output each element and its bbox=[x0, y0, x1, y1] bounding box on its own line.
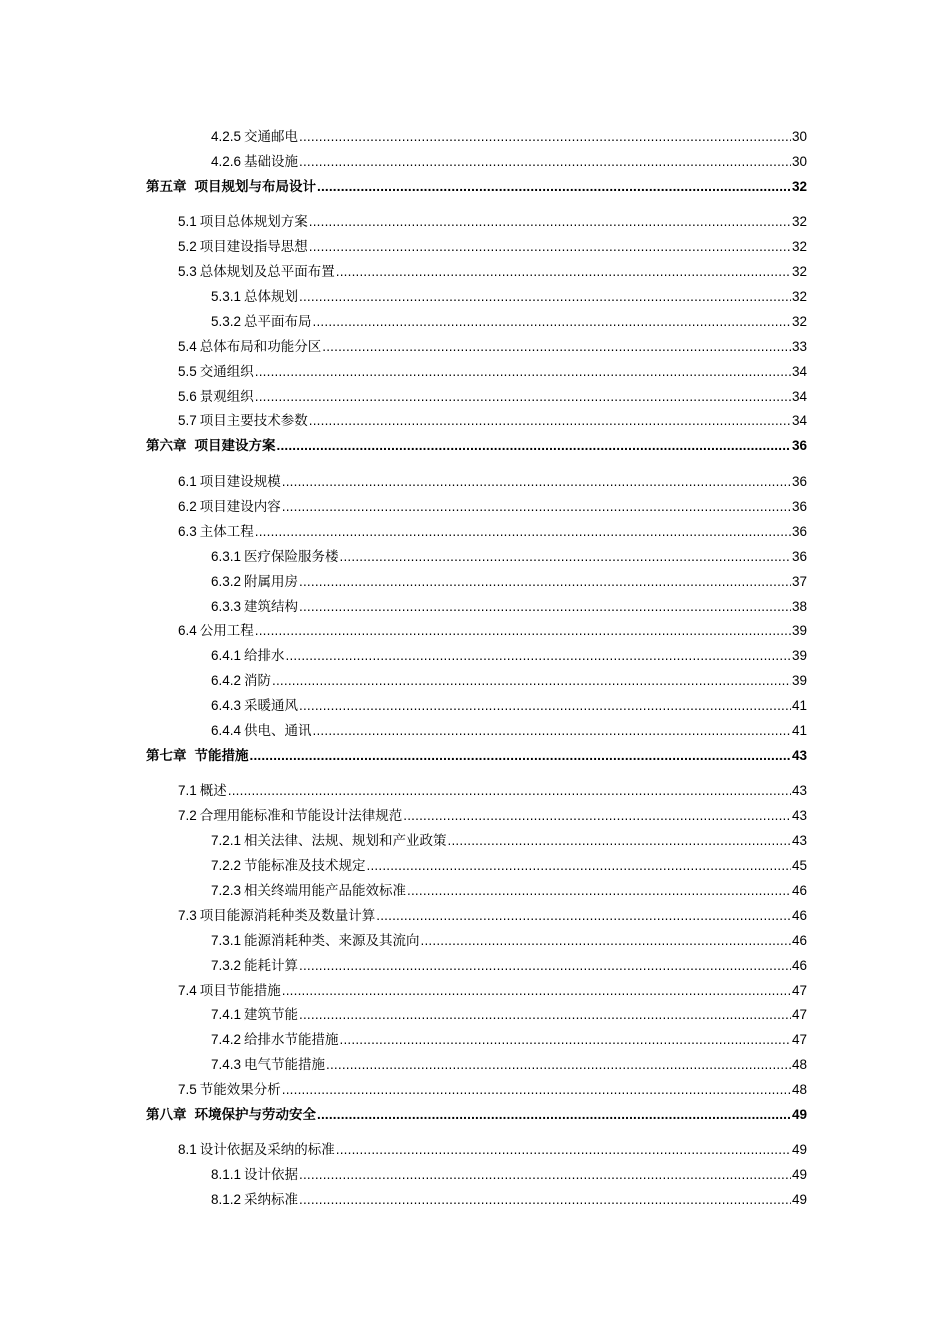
toc-leader-dots bbox=[299, 151, 791, 173]
toc-chapter-entry[interactable] bbox=[146, 176, 807, 198]
toc-title: 总体规划 bbox=[244, 289, 299, 305]
toc-title: 环境保护与劳动安全 bbox=[194, 1107, 316, 1123]
toc-page-number: 32 bbox=[791, 314, 807, 329]
toc-entry[interactable] bbox=[211, 645, 807, 667]
toc-page-number: 30 bbox=[791, 154, 807, 169]
toc-number: 6.3.2 bbox=[211, 574, 242, 589]
toc-entry[interactable] bbox=[178, 1079, 807, 1101]
toc-page-number: 39 bbox=[791, 673, 807, 688]
toc-page-number: 41 bbox=[791, 723, 807, 738]
toc-title: 交通邮电 bbox=[244, 129, 299, 145]
toc-number: 7.4 bbox=[178, 983, 197, 998]
toc-leader-dots bbox=[299, 126, 791, 148]
toc-title: 交通组织 bbox=[199, 364, 254, 380]
toc-title: 节能效果分析 bbox=[199, 1082, 281, 1098]
toc-number: 7.5 bbox=[178, 1082, 197, 1097]
toc-leader-dots bbox=[322, 336, 791, 358]
toc-entry[interactable] bbox=[178, 620, 807, 642]
toc-title: 景观组织 bbox=[199, 389, 254, 405]
toc-number: 7.1 bbox=[178, 783, 197, 798]
toc-page-number: 38 bbox=[791, 599, 807, 614]
toc-leader-dots bbox=[282, 1079, 791, 1101]
toc-number: 5.3.2 bbox=[211, 314, 242, 329]
toc-page-number: 49 bbox=[791, 1192, 807, 1207]
toc-number: 6.3.1 bbox=[211, 549, 242, 564]
toc-number: 6.2 bbox=[178, 499, 197, 514]
toc-entry[interactable] bbox=[178, 386, 807, 408]
toc-page-number: 43 bbox=[791, 783, 807, 798]
toc-entry[interactable] bbox=[211, 880, 807, 902]
toc-number: 5.1 bbox=[178, 214, 197, 229]
toc-title: 主体工程 bbox=[199, 524, 254, 540]
toc-number: 7.3.2 bbox=[211, 958, 242, 973]
toc-entry[interactable] bbox=[211, 830, 807, 852]
toc-entry[interactable] bbox=[178, 1139, 807, 1161]
toc-title: 节能标准及技术规定 bbox=[244, 858, 366, 874]
toc-title: 给排水 bbox=[244, 648, 285, 664]
toc-number: 6.4 bbox=[178, 623, 197, 638]
toc-title: 附属用房 bbox=[244, 574, 299, 590]
toc-entry[interactable] bbox=[178, 211, 807, 233]
toc-leader-dots bbox=[299, 695, 791, 717]
toc-page-number: 48 bbox=[791, 1057, 807, 1072]
toc-entry[interactable] bbox=[178, 980, 807, 1002]
toc-title: 项目能源消耗种类及数量计算 bbox=[199, 908, 376, 924]
toc-page-number: 43 bbox=[791, 808, 807, 823]
toc-leader-dots bbox=[403, 805, 791, 827]
toc-page-number: 32 bbox=[791, 214, 807, 229]
toc-number: 5.3 bbox=[178, 264, 197, 279]
toc-page-number: 49 bbox=[791, 1107, 807, 1122]
toc-number: 5.5 bbox=[178, 364, 197, 379]
toc-leader-dots bbox=[282, 471, 791, 493]
toc-number: 8.1.1 bbox=[211, 1167, 242, 1182]
toc-entry[interactable] bbox=[211, 670, 807, 692]
toc-page-number: 32 bbox=[791, 264, 807, 279]
toc-chapter-number: 第五章 bbox=[146, 179, 187, 194]
toc-title: 公用工程 bbox=[199, 623, 254, 639]
toc-page-number: 47 bbox=[791, 1032, 807, 1047]
toc-number: 7.4.1 bbox=[211, 1007, 242, 1022]
toc-page-number: 34 bbox=[791, 364, 807, 379]
toc-page-number: 34 bbox=[791, 389, 807, 404]
toc-leader-dots bbox=[255, 386, 791, 408]
toc-leader-dots bbox=[367, 855, 791, 877]
toc-number: 5.7 bbox=[178, 413, 197, 428]
toc-leader-dots bbox=[376, 905, 791, 927]
toc-chapter-entry[interactable] bbox=[146, 1104, 807, 1126]
toc-number: 7.4.3 bbox=[211, 1057, 242, 1072]
toc-title: 项目建设规模 bbox=[199, 474, 281, 490]
toc-leader-dots bbox=[299, 286, 791, 308]
toc-leader-dots bbox=[282, 980, 791, 1002]
toc-title: 总平面布局 bbox=[244, 314, 312, 330]
toc-page-number: 32 bbox=[791, 239, 807, 254]
toc-leader-dots bbox=[299, 1004, 791, 1026]
toc-leader-dots bbox=[448, 830, 791, 852]
toc-title: 基础设施 bbox=[244, 154, 299, 170]
toc-number: 4.2.5 bbox=[211, 129, 242, 144]
toc-title: 消防 bbox=[244, 673, 272, 689]
toc-entry[interactable] bbox=[211, 855, 807, 877]
toc-title: 概述 bbox=[199, 783, 227, 799]
toc-leader-dots bbox=[421, 930, 791, 952]
toc-title: 项目节能措施 bbox=[199, 983, 281, 999]
toc-entry[interactable] bbox=[178, 805, 807, 827]
toc-chapter-entry[interactable] bbox=[146, 745, 807, 767]
toc-page-number: 36 bbox=[791, 549, 807, 564]
toc-leader-dots bbox=[272, 670, 791, 692]
toc-page-number: 32 bbox=[791, 289, 807, 304]
toc-number: 6.1 bbox=[178, 474, 197, 489]
toc-leader-dots bbox=[282, 496, 791, 518]
toc-page-number: 43 bbox=[791, 748, 807, 763]
toc-page-number: 36 bbox=[791, 438, 807, 453]
toc-entry[interactable] bbox=[211, 1189, 807, 1211]
toc-number: 7.2.2 bbox=[211, 858, 242, 873]
toc-page-number: 36 bbox=[791, 474, 807, 489]
toc-entry[interactable] bbox=[211, 1164, 807, 1186]
toc-entry[interactable] bbox=[178, 261, 807, 283]
toc-entry[interactable] bbox=[211, 720, 807, 742]
toc-leader-dots bbox=[336, 1139, 791, 1161]
toc-page-number: 41 bbox=[791, 698, 807, 713]
toc-leader-dots bbox=[407, 880, 791, 902]
toc-entry[interactable] bbox=[211, 286, 807, 308]
toc-leader-dots bbox=[250, 745, 791, 767]
toc-entry[interactable] bbox=[211, 571, 807, 593]
toc-title: 建筑结构 bbox=[244, 599, 299, 615]
toc-title: 采暖通风 bbox=[244, 698, 299, 714]
toc-page-number: 47 bbox=[791, 983, 807, 998]
toc-chapter-number: 第七章 bbox=[146, 748, 187, 763]
toc-title: 相关终端用能产品能效标准 bbox=[244, 883, 407, 899]
toc-chapter-number: 第八章 bbox=[146, 1107, 187, 1122]
toc-leader-dots bbox=[309, 410, 791, 432]
toc-title: 设计依据及采纳的标准 bbox=[199, 1142, 335, 1158]
toc-page-number: 49 bbox=[791, 1142, 807, 1157]
toc-entry[interactable] bbox=[211, 1029, 807, 1051]
toc-title: 供电、通讯 bbox=[244, 723, 312, 739]
toc-number: 7.3.1 bbox=[211, 933, 242, 948]
toc-leader-dots bbox=[299, 1189, 791, 1211]
toc-leader-dots bbox=[309, 236, 791, 258]
toc-page-number: 43 bbox=[791, 833, 807, 848]
toc-leader-dots bbox=[340, 546, 791, 568]
toc-page-number: 46 bbox=[791, 883, 807, 898]
toc-leader-dots bbox=[326, 1054, 791, 1076]
toc-title: 给排水节能措施 bbox=[244, 1032, 339, 1048]
toc-entry[interactable] bbox=[211, 955, 807, 977]
toc-number: 7.2.3 bbox=[211, 883, 242, 898]
toc-leader-dots bbox=[340, 1029, 791, 1051]
toc-number: 6.3 bbox=[178, 524, 197, 539]
toc-entry[interactable] bbox=[178, 521, 807, 543]
toc-title: 总体布局和功能分区 bbox=[199, 339, 322, 355]
toc-leader-dots bbox=[299, 1164, 791, 1186]
toc-number: 7.3 bbox=[178, 908, 197, 923]
toc-number: 8.1.2 bbox=[211, 1192, 242, 1207]
toc-leader-dots bbox=[317, 176, 791, 198]
toc-title: 相关法律、法规、规划和产业政策 bbox=[244, 833, 447, 849]
toc-leader-dots bbox=[286, 645, 791, 667]
toc-title: 项目建设内容 bbox=[199, 499, 281, 515]
toc-page-number: 37 bbox=[791, 574, 807, 589]
toc-entry[interactable] bbox=[211, 596, 807, 618]
toc-entry[interactable] bbox=[211, 1054, 807, 1076]
toc-page-number: 33 bbox=[791, 339, 807, 354]
toc-number: 6.3.3 bbox=[211, 599, 242, 614]
toc-leader-dots bbox=[336, 261, 791, 283]
toc-number: 5.4 bbox=[178, 339, 197, 354]
toc-leader-dots bbox=[317, 1104, 791, 1126]
toc-chapter-number: 第六章 bbox=[146, 438, 187, 453]
toc-leader-dots bbox=[309, 211, 791, 233]
toc-title: 设计依据 bbox=[244, 1167, 299, 1183]
toc-entry[interactable] bbox=[178, 361, 807, 383]
toc-chapter-entry[interactable] bbox=[146, 435, 807, 457]
toc-leader-dots bbox=[255, 620, 791, 642]
toc-page-number: 36 bbox=[791, 524, 807, 539]
toc-entry[interactable] bbox=[211, 126, 807, 148]
toc-leader-dots bbox=[299, 955, 791, 977]
toc-page-number: 45 bbox=[791, 858, 807, 873]
toc-title: 项目总体规划方案 bbox=[199, 214, 308, 230]
toc-number: 5.6 bbox=[178, 389, 197, 404]
toc-entry[interactable] bbox=[211, 546, 807, 568]
toc-entry[interactable] bbox=[178, 336, 807, 358]
toc-entry[interactable] bbox=[211, 151, 807, 173]
toc-entry[interactable] bbox=[178, 410, 807, 432]
toc-leader-dots bbox=[228, 780, 791, 802]
toc-title: 能源消耗种类、来源及其流向 bbox=[244, 933, 420, 949]
toc-page-number: 46 bbox=[791, 958, 807, 973]
toc-entry[interactable] bbox=[211, 1004, 807, 1026]
toc-page-number: 48 bbox=[791, 1082, 807, 1097]
toc-entry[interactable] bbox=[178, 496, 807, 518]
toc-title: 采纳标准 bbox=[244, 1192, 299, 1208]
toc-page-number: 30 bbox=[791, 129, 807, 144]
toc-leader-dots bbox=[313, 720, 791, 742]
toc-entry[interactable] bbox=[211, 930, 807, 952]
toc-title: 节能措施 bbox=[194, 748, 249, 764]
toc-leader-dots bbox=[313, 311, 791, 333]
toc-leader-dots bbox=[299, 571, 791, 593]
toc-entry[interactable] bbox=[211, 311, 807, 333]
toc-number: 7.2 bbox=[178, 808, 197, 823]
toc-title: 医疗保险服务楼 bbox=[244, 549, 339, 565]
toc-page-number: 47 bbox=[791, 1007, 807, 1022]
toc-title: 合理用能标准和节能设计法律规范 bbox=[199, 808, 403, 824]
toc-entry[interactable] bbox=[211, 695, 807, 717]
toc-leader-dots bbox=[277, 435, 791, 457]
toc-number: 4.2.6 bbox=[211, 154, 242, 169]
toc-title: 总体规划及总平面布置 bbox=[199, 264, 335, 280]
toc-page-number: 46 bbox=[791, 933, 807, 948]
toc-leader-dots bbox=[299, 596, 791, 618]
toc-page-number: 46 bbox=[791, 908, 807, 923]
toc-page-number: 49 bbox=[791, 1167, 807, 1182]
toc-number: 5.2 bbox=[178, 239, 197, 254]
toc-entry[interactable] bbox=[178, 236, 807, 258]
toc-number: 7.2.1 bbox=[211, 833, 242, 848]
toc-title: 能耗计算 bbox=[244, 958, 299, 974]
toc-title: 项目建设方案 bbox=[194, 438, 276, 454]
toc-title: 项目规划与布局设计 bbox=[194, 179, 316, 195]
toc-page-number: 34 bbox=[791, 413, 807, 428]
toc-page-number: 32 bbox=[791, 179, 807, 194]
toc-leader-dots bbox=[255, 361, 791, 383]
toc-entry[interactable] bbox=[178, 780, 807, 802]
toc-page-number: 39 bbox=[791, 623, 807, 638]
toc-number: 6.4.1 bbox=[211, 648, 242, 663]
toc-title: 项目主要技术参数 bbox=[199, 413, 308, 429]
toc-number: 5.3.1 bbox=[211, 289, 242, 304]
toc-page-number: 39 bbox=[791, 648, 807, 663]
toc-number: 8.1 bbox=[178, 1142, 197, 1157]
toc-title: 建筑节能 bbox=[244, 1007, 299, 1023]
toc-number: 6.4.4 bbox=[211, 723, 242, 738]
toc-number: 6.4.3 bbox=[211, 698, 242, 713]
toc-title: 电气节能措施 bbox=[244, 1057, 326, 1073]
toc-number: 6.4.2 bbox=[211, 673, 242, 688]
toc-leader-dots bbox=[255, 521, 791, 543]
toc-number: 7.4.2 bbox=[211, 1032, 242, 1047]
toc-title: 项目建设指导思想 bbox=[199, 239, 308, 255]
toc-entry[interactable] bbox=[178, 905, 807, 927]
toc-page-number: 36 bbox=[791, 499, 807, 514]
toc-entry[interactable] bbox=[178, 471, 807, 493]
